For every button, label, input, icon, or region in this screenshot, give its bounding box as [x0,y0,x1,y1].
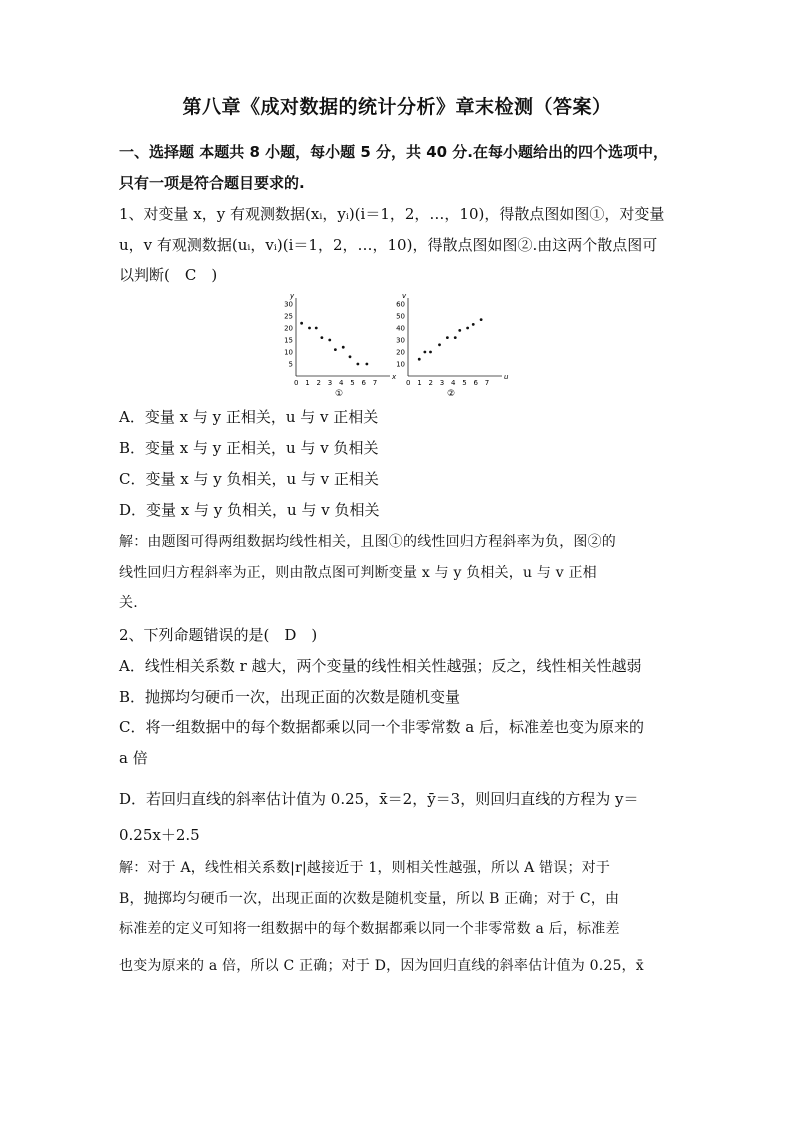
q1-solution-line1: 解：由题图可得两组数据均线性相关，且图①的线性回归方程斜率为负，图②的 [119,534,616,550]
plot2-ytick-label: 50 [396,312,405,321]
plot2-caption: ② [447,389,456,398]
plot1-xlabel: x [392,373,397,381]
plot1-point [334,348,337,351]
scatter-plots-svg [280,286,520,398]
plot2-point [429,351,432,354]
plot1-ytick-label: 25 [284,312,293,321]
plot1-ytick-label: 10 [284,348,293,357]
plot2-xtick-label: 5 [462,379,467,387]
plot2-xtick-label: 1 [417,379,422,387]
q2-solution-line2: B，抛掷均匀硬币一次，出现正面的次数是随机变量，所以 B 正确；对于 C，由 [119,891,620,907]
plot1-point [365,363,368,366]
plot1-xtick-label: 7 [372,379,378,387]
plot2-point [458,329,461,332]
plot2-xlabel: u [504,373,509,381]
plot2-xtick-label: 3 [439,379,445,387]
plot2-ylabel: v [402,292,407,300]
plot1-point [300,322,303,325]
plot1-ytick-label: 15 [284,336,293,345]
q2-option-d-line1: D．若回归直线的斜率估计值为 0.25，x̄＝2，ȳ＝3，则回归直线的方程为 y＝ [119,790,639,808]
plot2-xtick-label: 0 [406,379,411,387]
q1-stem-line1: 1、对变量 x，y 有观测数据(xᵢ，yᵢ)(i＝1，2，…，10)，得散点图如图①，对变量 [119,205,665,223]
plot2-ytick-label: 30 [396,336,405,345]
q1-option-a: A．变量 x 与 y 正相关，u 与 v 正相关 [119,408,379,426]
q2-option-c-line1: C．将一组数据中的每个数据都乘以同一个非零常数 a 后，标准差也变为原来的 [119,718,644,736]
plot2-ytick-label: 10 [396,360,405,369]
plot2-point [454,336,457,339]
plot2-xtick-label: 6 [473,379,478,387]
q1-solution-line2: 线性回归方程斜率为正，则由散点图可判断变量 x 与 y 负相关，u 与 v 正相 [119,565,597,581]
q2-option-c-line2: a 倍 [119,749,148,767]
plot1-point [349,355,352,358]
plot2-point [480,318,483,321]
plot1-point [315,327,318,330]
plot2-point [423,351,426,354]
q1-stem-line2: u，v 有观测数据(uᵢ，vᵢ)(i＝1，2，…，10)，得散点图如图②.由这两个散点图可 [119,236,658,254]
plot2-point [418,358,421,361]
q1-stem-line3: 以判断( C ) [119,266,218,284]
plot1-point [308,327,311,330]
plot2-ytick-label: 20 [396,348,405,357]
plot2-point [466,327,469,330]
plot1-ytick-label: 5 [288,360,293,369]
plot2-ytick-label: 60 [396,300,405,309]
q1-solution-line3: 关. [119,595,138,611]
section-heading-line1: 一、选择题 本题共 8 小题，每小题 5 分，共 40 分.在每小题给出的四个选项中， [119,143,669,161]
q2-option-b: B．抛掷均匀硬币一次，出现正面的次数是随机变量 [119,688,461,706]
plot2-point [472,323,475,326]
plot1-xtick-label: 1 [305,379,310,387]
plot1-xtick-label: 2 [316,379,321,387]
plot2-xtick-label: 4 [451,379,456,387]
q2-stem: 2、下列命题错误的是( D ) [119,626,318,644]
q1-option-c: C．变量 x 与 y 负相关，u 与 v 正相关 [119,470,379,488]
plot2-point [438,343,441,346]
plot1-xtick-label: 0 [294,379,299,387]
q1-option-d: D．变量 x 与 y 负相关，u 与 v 负相关 [119,501,380,519]
plot1-point [328,339,331,342]
q2-option-a: A．线性相关系数 r 越大，两个变量的线性相关性越强；反之，线性相关性越弱 [119,657,642,675]
plot2-xtick-label: 7 [484,379,490,387]
plot1-caption: ① [335,389,344,398]
plot1-point [356,363,359,366]
q2-option-d-line2: 0.25x＋2.5 [119,826,200,844]
q1-option-b: B．变量 x 与 y 正相关，u 与 v 负相关 [119,439,379,457]
plot1-xtick-label: 4 [339,379,344,387]
plot1-xtick-label: 6 [361,379,366,387]
plot2-xtick-label: 2 [428,379,433,387]
plot2-point [446,336,449,339]
q2-solution-line4: 也变为原来的 a 倍，所以 C 正确；对于 D，因为回归直线的斜率估计值为 0.25，x̄ [119,958,644,974]
plot1-ytick-label: 20 [284,324,293,333]
plot1-point [320,336,323,339]
plot2-ytick-label: 40 [396,324,405,333]
plot1-xtick-label: 5 [350,379,355,387]
section-heading-line2: 只有一项是符合题目要求的. [119,174,305,192]
scatter-plots [280,286,520,398]
plot1-point [342,346,345,349]
q2-solution-line1: 解：对于 A，线性相关系数|r|越接近于 1，则相关性越强，所以 A 错误；对于 [119,860,611,876]
plot1-xtick-label: 3 [327,379,333,387]
plot1-ylabel: y [290,292,295,300]
q2-solution-line3: 标准差的定义可知将一组数据中的每个数据都乘以同一个非零常数 a 后，标准差 [119,921,620,937]
plot1-ytick-label: 30 [284,300,293,309]
page-title: 第八章《成对数据的统计分析》章末检测（答案） [182,96,612,118]
